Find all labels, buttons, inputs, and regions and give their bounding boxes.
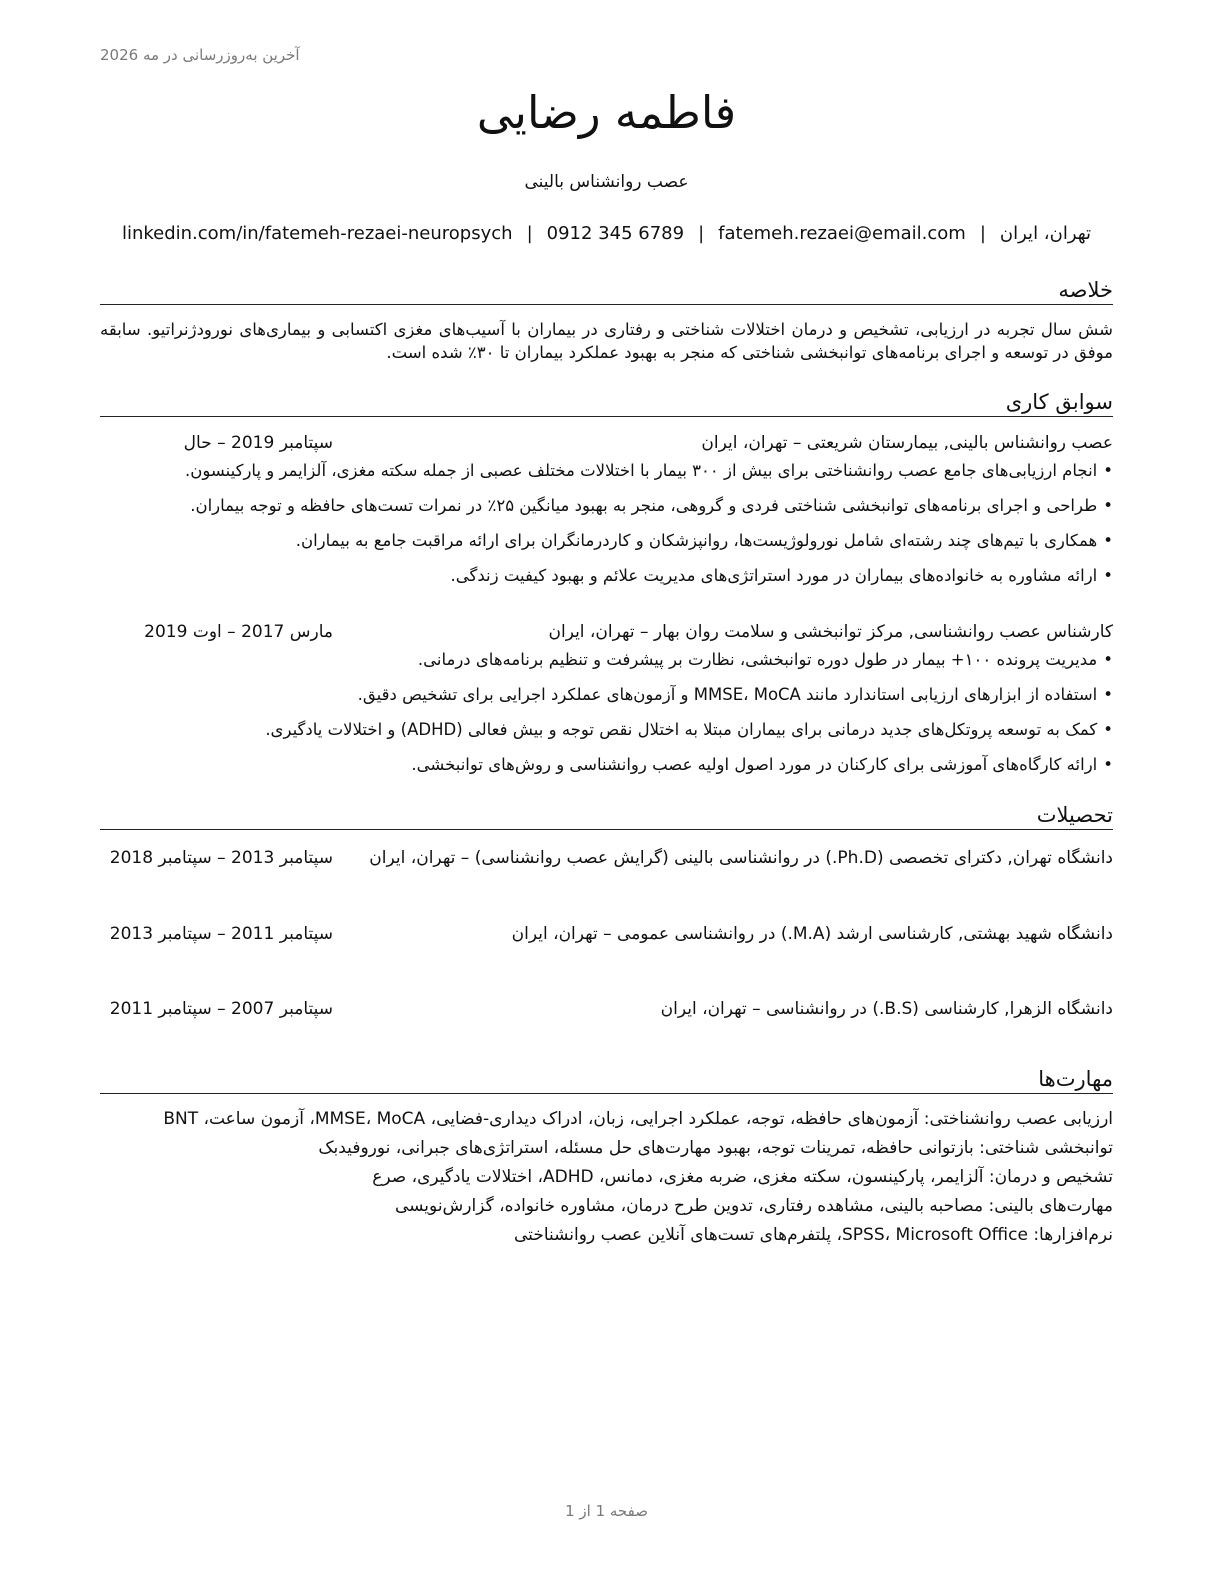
candidate-name: فاطمه رضایی — [476, 86, 737, 139]
resume-page — [100, 0, 1113, 1584]
job-role: کارشناس عصب روانشناسی, مرکز توانبخشی و سلامت روان بهار – تهران، ایران — [548, 622, 1113, 642]
skills-list — [100, 1107, 1113, 1252]
contact-line — [100, 223, 1113, 244]
contact-separator: | — [698, 223, 705, 244]
skill-line: ارزیابی عصب روانشناختی: آزمون‌های حافظه، توجه، عملکرد اجرایی، زبان، ادراک دیداری-فضایی، MMSE، MoCA، آزمون ساعت، BNT — [163, 1109, 1113, 1129]
section-heading-summary: خلاصه — [100, 277, 1113, 305]
section-heading-education: تحصیلات — [100, 802, 1113, 830]
summary-text: شش سال تجربه در ارزیابی، تشخیص و درمان اختلالات شناختی و رفتاری در بیماران با آسیب‌های مغزی اکتسابی و بیماری‌های نورودژنراتیو. سابقه موفق در توسعه و اجرای برنامه‌های توانبخشی شناختی که منجر به بهبود عملکرد بیماران تا ۳۰٪ شده است. — [100, 320, 1113, 362]
candidate-title: عصب روانشناس بالینی — [524, 172, 689, 192]
education-institution: دانشگاه تهران, دکترای تخصصی (Ph.D.) در روانشناسی بالینی (گرایش عصب روانشناسی) – تهران، ایران — [369, 848, 1113, 868]
skill-line: توانبخشی شناختی: بازتوانی حافظه، تمرینات توجه، بهبود مهارت‌های حل مسئله، استراتژی‌های جبرانی، نوروفیدبک — [318, 1138, 1113, 1158]
skill-line: تشخیص و درمان: آلزایمر، پارکینسون، سکته مغزی، ضربه مغزی، دمانس، ADHD، اختلالات یادگیری، صرع — [372, 1167, 1113, 1187]
education-institution: دانشگاه شهید بهشتی, کارشناسی ارشد (M.A.) در روانشناسی عمومی – تهران، ایران — [511, 924, 1113, 944]
last-updated-note: آخرین به‌روزرسانی در مه 2026 — [100, 46, 300, 64]
job-bullet: • طراحی و اجرای برنامه‌های توانبخشی شناختی فردی و گروهی، منجر به بهبود میانگین ۲۵٪ در نمرات تست‌های حافظه و توجه بیماران. — [100, 494, 1113, 518]
job-bullet: • ارائه مشاوره به خانواده‌های بیماران در مورد استراتژی‌های مدیریت علائم و بهبود کیفیت زندگی. — [100, 564, 1113, 588]
job-bullet: • همکاری با تیم‌های چند رشته‌ای شامل نورولوژیست‌ها، روانپزشکان و کاردرمانگران برای ارائه مراقبت جامع به بیماران. — [100, 529, 1113, 553]
job-bullets — [100, 459, 1113, 588]
education-date: سپتامبر 2011 – سپتامبر 2013 — [109, 924, 333, 944]
contact-linkedin[interactable]: linkedin.com/in/fatemeh-rezaei-neuropsych — [121, 223, 513, 244]
education-entry — [100, 846, 1113, 898]
education-entry — [100, 922, 1113, 974]
section-heading-skills: مهارت‌ها — [100, 1066, 1113, 1094]
contact-email[interactable]: fatemeh.rezaei@email.com — [718, 223, 966, 244]
job-entry — [100, 433, 1113, 588]
job-bullets — [100, 648, 1113, 777]
job-bullet: • انجام ارزیابی‌های جامع عصب روانشناختی برای بیش از ۳۰۰ بیمار با اختلالات مختلف عصبی از جمله سکته مغزی، آلزایمر و پارکینسون. — [100, 459, 1113, 483]
contact-location: تهران، ایران — [999, 223, 1092, 244]
job-bullet: • استفاده از ابزارهای ارزیابی استاندارد مانند MMSE، MoCA و آزمون‌های عملکرد اجرایی برای تشخیص دقیق. — [100, 683, 1113, 707]
job-date: مارس 2017 – اوت 2019 — [144, 622, 333, 642]
job-role: عصب روانشناس بالینی, بیمارستان شریعتی – تهران، ایران — [701, 433, 1113, 453]
contact-separator: | — [526, 223, 533, 244]
job-bullet: • مدیریت پرونده ۱۰۰+ بیمار در طول دوره توانبخشی، نظارت بر پیشرفت و تنظیم برنامه‌های درمانی. — [100, 648, 1113, 672]
skill-line: مهارت‌های بالینی: مصاحبه بالینی، مشاهده رفتاری، تدوین طرح درمان، مشاوره خانواده، گزارش‌نویسی — [394, 1196, 1113, 1216]
education-entry — [100, 997, 1113, 1049]
section-heading-experience: سوابق کاری — [100, 389, 1113, 417]
education-date: سپتامبر 2007 – سپتامبر 2011 — [109, 999, 333, 1019]
page-number: صفحه 1 از 1 — [565, 1502, 648, 1520]
job-bullet: • ارائه کارگاه‌های آموزشی برای کارکنان در مورد اصول اولیه عصب روانشناسی و روش‌های توانبخشی. — [100, 753, 1113, 777]
contact-separator: | — [979, 223, 986, 244]
job-date: سپتامبر 2019 – حال — [183, 433, 333, 453]
education-date: سپتامبر 2013 – سپتامبر 2018 — [109, 848, 333, 868]
education-institution: دانشگاه الزهرا, کارشناسی (B.S.) در روانشناسی – تهران، ایران — [660, 999, 1113, 1019]
job-entry — [100, 622, 1113, 777]
skill-line: نرم‌افزارها: SPSS، Microsoft Office، پلتفرم‌های تست‌های آنلاین عصب روانشناختی — [514, 1225, 1113, 1245]
job-bullet: • کمک به توسعه پروتکل‌های جدید درمانی برای بیماران مبتلا به اختلال نقص توجه و بیش فعالی (ADHD) و اختلالات یادگیری. — [100, 718, 1113, 742]
contact-phone[interactable]: 0912 345 6789 — [546, 223, 685, 244]
